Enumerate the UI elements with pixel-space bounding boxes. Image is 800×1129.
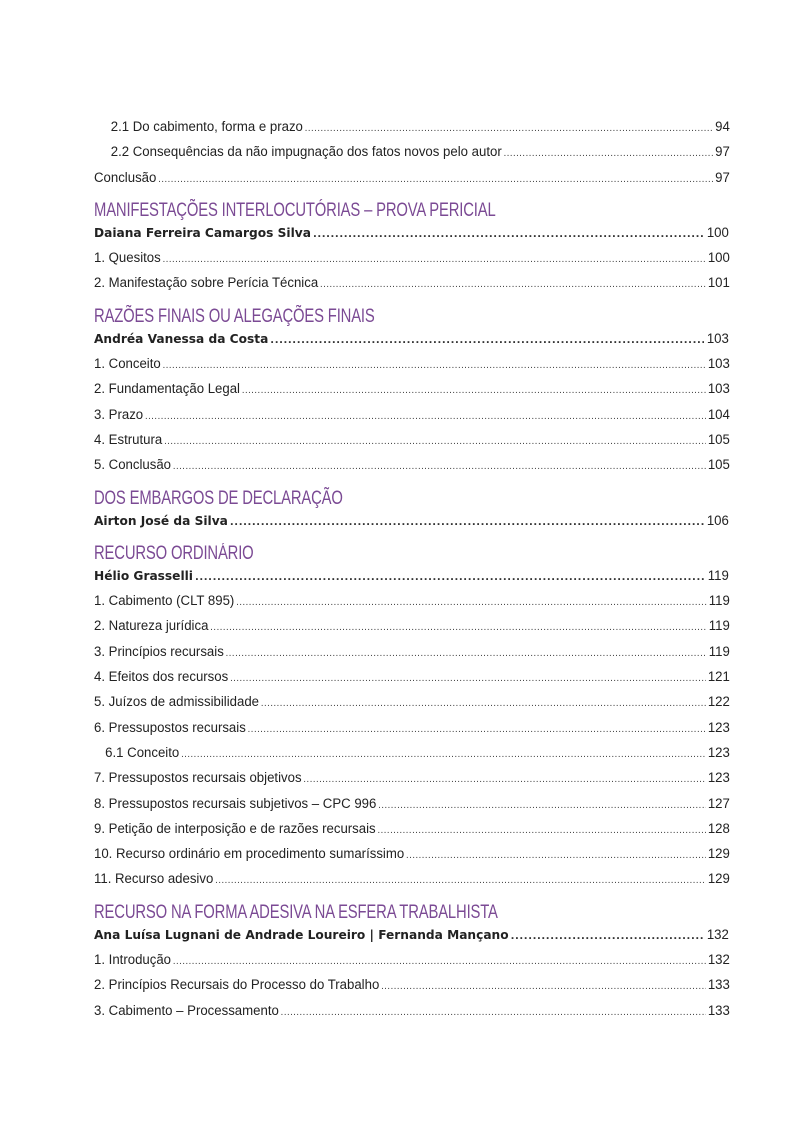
toc-entry[interactable] (94, 166, 730, 191)
toc-entry-label: 6. Pressupostos recursais (94, 719, 246, 736)
toc-entry-label: 2. Manifestação sobre Perícia Técnica (94, 275, 319, 292)
toc-entry-page: 105 (707, 457, 730, 474)
toc-entry-page: 123 (707, 770, 730, 787)
toc-section (94, 542, 730, 893)
dot-leader (381, 974, 706, 999)
table-of-contents (94, 115, 730, 1024)
toc-entry-label: 10. Recurso ordinário em procedimento sumaríssimo (94, 846, 405, 863)
toc-entry-label: 1. Quesitos (94, 250, 161, 267)
dot-leader (163, 247, 706, 272)
toc-entry-label: 1. Cabimento (CLT 895) (94, 593, 235, 610)
dot-leader (270, 328, 704, 353)
dot-leader (406, 843, 706, 868)
toc-entry-page: 132 (707, 926, 730, 943)
dot-leader (504, 141, 714, 166)
dot-leader (236, 590, 707, 615)
toc-entry-label: 2. Princípios Recursais do Processo do Trabalho (94, 977, 380, 994)
toc-author-entry[interactable] (94, 923, 730, 948)
toc-entry-page: 119 (708, 593, 730, 610)
toc-section (94, 487, 730, 534)
toc-entry-page: 121 (707, 669, 730, 686)
toc-entry-page: 133 (707, 1002, 730, 1019)
toc-entry[interactable] (94, 665, 730, 690)
toc-entry-page: 132 (707, 952, 730, 969)
toc-entry-label: 2.1 Do cabimento, forma e prazo (110, 119, 303, 135)
toc-entry[interactable] (94, 792, 730, 817)
dot-leader (320, 272, 706, 297)
dot-leader (378, 793, 706, 818)
toc-author-entry[interactable] (94, 221, 730, 246)
toc-entry[interactable] (94, 716, 730, 741)
toc-entry-page: 119 (708, 643, 730, 660)
section-heading[interactable]: RAZÕES FINAIS OU ALEGAÇÕES FINAIS (94, 305, 375, 327)
toc-entry-page: 133 (707, 977, 730, 994)
dot-leader (248, 717, 706, 742)
toc-entry-label: 4. Estrutura (94, 431, 163, 448)
author-name: Ana Luísa Lugnani de Andrade Loureiro | Fernanda Mançano (94, 927, 509, 942)
dot-leader (281, 1000, 706, 1025)
dot-leader (181, 742, 706, 767)
toc-section (94, 199, 730, 297)
toc-entry[interactable] (94, 589, 730, 614)
dot-leader (378, 818, 706, 843)
toc-entry-page: 119 (708, 567, 730, 584)
toc-entry-page: 123 (707, 719, 730, 736)
section-heading[interactable]: RECURSO ORDINÁRIO (94, 542, 254, 564)
toc-entry-page: 106 (707, 512, 730, 529)
dot-leader (303, 767, 706, 792)
dot-leader (158, 167, 713, 192)
toc-entry-label: 3. Princípios recursais (94, 643, 224, 660)
toc-entry[interactable] (94, 453, 730, 478)
dot-leader (195, 565, 705, 590)
toc-entry-page: 100 (707, 224, 730, 241)
toc-entry-label: 4. Efeitos dos recursos (94, 669, 229, 686)
toc-entry-page: 119 (708, 618, 730, 635)
toc-entry-label: 3. Cabimento – Processamento (94, 1002, 279, 1019)
dot-leader (163, 353, 706, 378)
dot-leader (215, 868, 706, 893)
toc-entry[interactable] (94, 842, 730, 867)
toc-entry-label: 3. Prazo (94, 406, 144, 423)
section-heading[interactable]: MANIFESTAÇÕES INTERLOCUTÓRIAS – PROVA PERICIAL (94, 199, 496, 221)
toc-entry[interactable] (94, 377, 730, 402)
toc-entry[interactable] (94, 690, 730, 715)
section-heading[interactable]: DOS EMBARGOS DE DECLARAÇÃO (94, 487, 343, 509)
dot-leader (173, 949, 706, 974)
toc-entry-label: 8. Pressupostos recursais subjetivos – CPC 996 (94, 795, 377, 812)
dot-leader (511, 924, 705, 949)
toc-entry[interactable] (94, 352, 730, 377)
dot-leader (226, 641, 707, 666)
author-name: Daiana Ferreira Camargos Silva (94, 225, 311, 240)
toc-entry-label: 2. Natureza jurídica (94, 618, 209, 635)
toc-entry-page: 128 (707, 820, 730, 837)
toc-entry-page: 103 (707, 356, 730, 373)
toc-section (94, 305, 730, 479)
toc-author-entry[interactable] (94, 509, 730, 534)
toc-entry[interactable] (94, 999, 730, 1024)
toc-entry-page: 129 (707, 871, 730, 888)
toc-entry[interactable] (94, 115, 730, 140)
toc-entry[interactable] (94, 817, 730, 842)
toc-entry[interactable] (94, 246, 730, 271)
toc-entry-label: 9. Petição de interposição e de razões recursais (94, 820, 376, 837)
dot-leader (210, 615, 707, 640)
dot-leader (230, 510, 704, 535)
dot-leader (242, 378, 706, 403)
toc-entry[interactable] (94, 271, 730, 296)
toc-entry[interactable] (94, 973, 730, 998)
toc-entry[interactable] (94, 403, 730, 428)
dot-leader (261, 691, 706, 716)
toc-entry-page: 94 (715, 119, 730, 135)
dot-leader (305, 116, 714, 141)
toc-author-entry[interactable] (94, 327, 730, 352)
toc-entry-label: Conclusão (94, 169, 157, 186)
toc-entry-page: 103 (707, 330, 730, 347)
toc-entry-page: 123 (707, 744, 730, 761)
toc-entry-label: 5. Juízos de admissibilidade (94, 694, 260, 711)
toc-author-entry[interactable] (94, 564, 730, 589)
dot-leader (230, 666, 706, 691)
toc-subentry[interactable] (94, 741, 730, 766)
toc-entry-page: 101 (707, 275, 730, 292)
toc-entry[interactable] (94, 766, 730, 791)
toc-entry[interactable] (94, 614, 730, 639)
dot-leader (145, 404, 706, 429)
toc-entry-label: 7. Pressupostos recursais objetivos (94, 770, 302, 787)
toc-entry-page: 100 (707, 250, 730, 267)
toc-entry-page: 103 (707, 381, 730, 398)
toc-entry-label: 1. Introdução (94, 952, 172, 969)
toc-entry[interactable] (94, 640, 730, 665)
toc-entry[interactable] (94, 428, 730, 453)
toc-entry-page: 122 (707, 694, 730, 711)
toc-entry-page: 129 (707, 846, 730, 863)
toc-entry-label: 11. Recurso adesivo (94, 871, 214, 888)
toc-entry-page: 127 (707, 795, 730, 812)
dot-leader (164, 429, 706, 454)
dot-leader (313, 222, 704, 247)
toc-entry-label: 2.2 Consequências da não impugnação dos fatos novos pelo autor (110, 144, 502, 161)
dot-leader (173, 454, 706, 479)
toc-entry-page: 105 (707, 431, 730, 448)
author-name: Hélio Grasselli (94, 568, 193, 583)
toc-entry-page: 104 (707, 406, 730, 423)
author-name: Airton José da Silva (94, 513, 228, 528)
toc-entry-label: 1. Conceito (94, 356, 161, 373)
toc-entry-label: 6.1 Conceito (105, 744, 180, 761)
toc-entry-label: 5. Conclusão (94, 457, 172, 474)
author-name: Andréa Vanessa da Costa (94, 331, 269, 346)
toc-entry[interactable] (94, 867, 730, 892)
toc-entry-label: 2. Fundamentação Legal (94, 381, 240, 398)
toc-entry-page: 97 (715, 169, 730, 186)
toc-entry[interactable] (94, 140, 730, 165)
section-heading[interactable]: RECURSO NA FORMA ADESIVA NA ESFERA TRABALHISTA (94, 901, 498, 923)
toc-entry-page: 97 (715, 144, 730, 161)
toc-section (94, 901, 730, 1024)
toc-entry[interactable] (94, 948, 730, 973)
